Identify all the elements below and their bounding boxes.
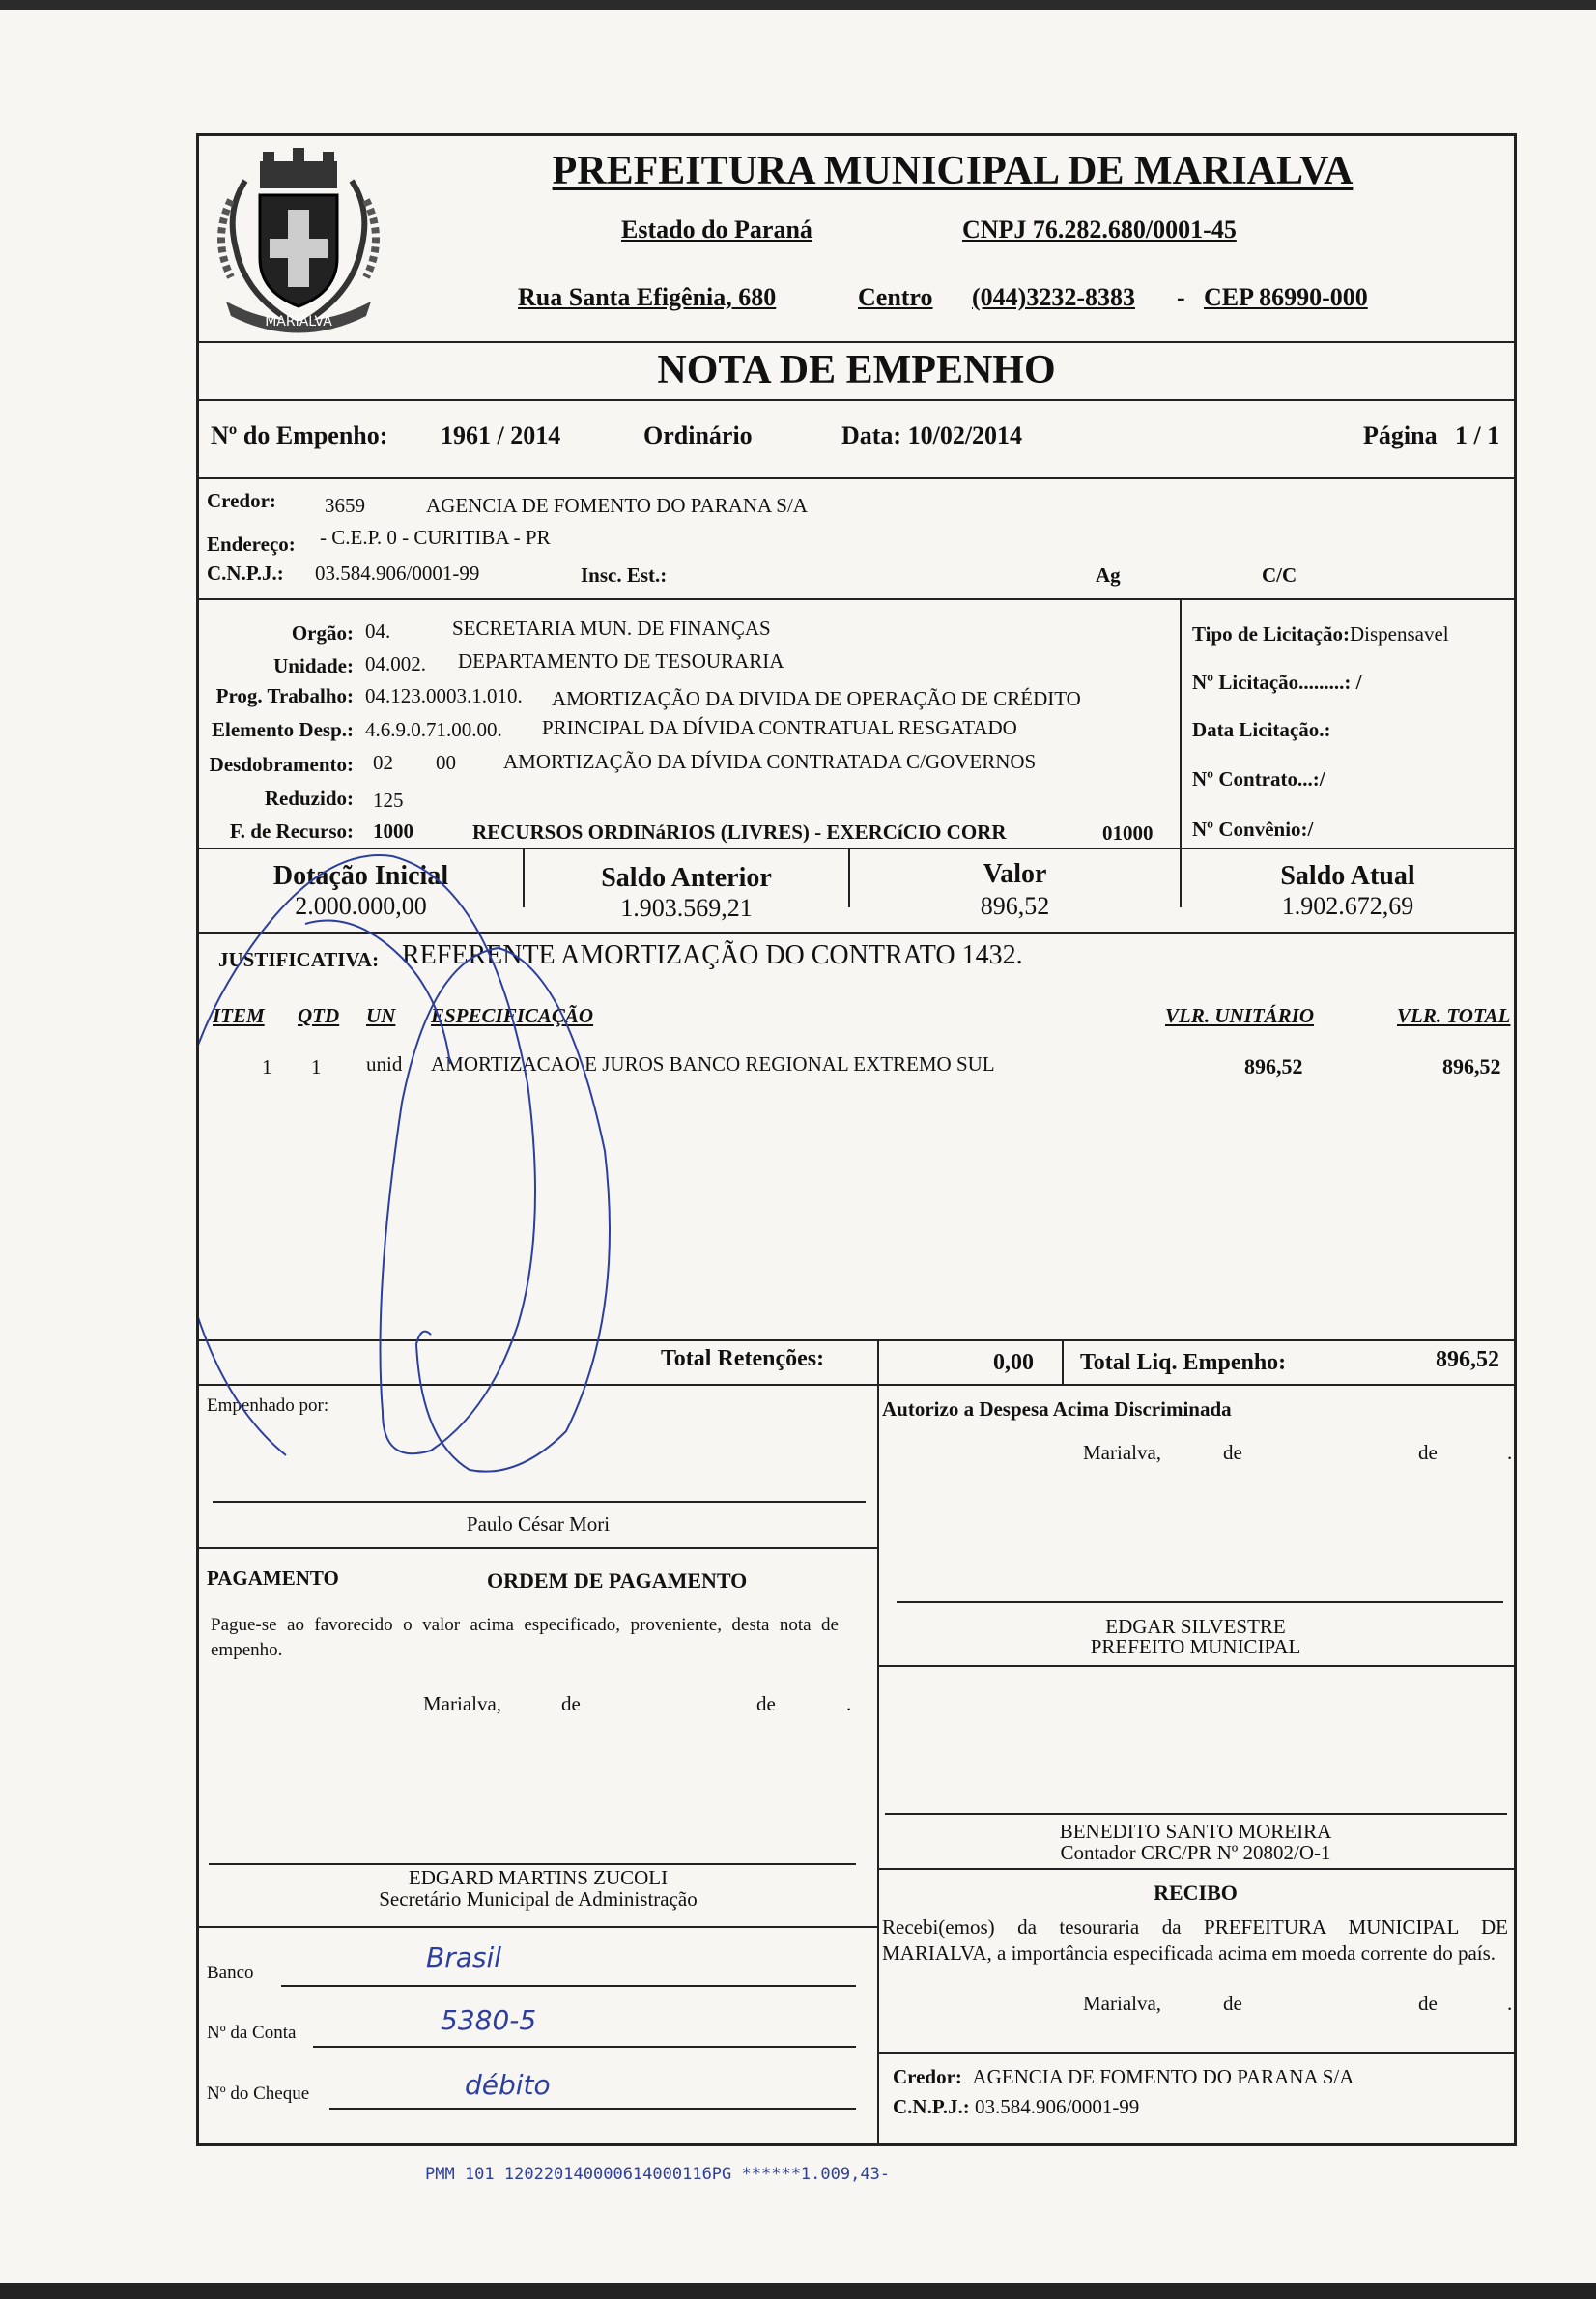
secretario-name: EDGARD MARTINS ZUCOLI [408,1866,669,1889]
empenho-type: Ordinário [643,421,753,449]
desdobramento-label: Desdobramento: [209,753,354,776]
total-liquido-label: Total Liq. Empenho: [1080,1350,1287,1375]
unidade-code: 04.002. [365,652,426,675]
banco-label: Banco [207,1963,254,1983]
nota-de-empenho-form [196,133,1517,2146]
tipo-licitacao: Tipo de Licitação:Dispensavel [1192,622,1449,646]
page-number: 1 / 1 [1455,421,1500,449]
saldo-atual-value: 1.902.672,69 [1281,892,1414,920]
item-number: 1 [262,1055,272,1078]
col-vlr-unitario: VLR. UNITÁRIO [1165,1004,1315,1027]
secretario-role: Secretário Municipal de Administração [379,1887,698,1911]
bank-stamp: PMM 101 120220140000614000116PG ******1.009,43- [425,2165,891,2184]
justificativa-text: REFERENTE AMORTIZAÇÃO DO CONTRATO 1432. [402,940,1023,970]
empenhado-name: Paulo César Mori [466,1512,611,1536]
saldo-atual-label: Saldo Atual [1280,861,1415,891]
orgao-label: Orgão: [291,621,354,645]
pagamento-text: Pague-se ao favorecido o valor acima especificado, proveniente, desta nota de empenho. [211,1615,839,1660]
recibo-title: RECIBO [1154,1881,1238,1905]
fonte-label: F. de Recurso: [229,819,354,843]
fonte-code: 1000 [373,819,413,843]
justificativa-label: JUSTIFICATIVA: [218,948,380,971]
desdobramento-name: AMORTIZAÇÃO DA DÍVIDA CONTRATADA C/GOVERNOS [503,750,1037,773]
pagamento-de2: de [756,1692,776,1715]
item-un: unid [366,1052,403,1076]
autorizo-city: Marialva, [1083,1441,1162,1464]
ag-label: Ag [1096,563,1121,587]
valor-label: Valor [983,859,1047,889]
recibo-dot: . [1507,1992,1513,2015]
page-label: Página [1363,421,1438,449]
contador-name: BENEDITO SANTO MOREIRA [1059,1820,1332,1843]
header-title: PREFEITURA MUNICIPAL DE MARIALVA [552,149,1354,193]
item-spec: AMORTIZACAO E JUROS BANCO REGIONAL EXTREMO SUL [431,1052,995,1076]
header-cep: CEP 86990-000 [1204,283,1368,311]
svg-text:MARIALVA: MARIALVA [265,314,332,330]
orgao-code: 04. [365,619,391,643]
scan-top-edge [0,0,1596,10]
data-licitacao: Data Licitação.: [1192,718,1331,741]
dotacao-value: 2.000.000,00 [295,892,427,920]
prog-name: AMORTIZAÇÃO DA DIVIDA DE OPERAÇÃO DE CRÉDITO [552,687,1081,710]
header-state: Estado do Paraná [621,216,812,244]
banco-value: Brasil [426,1941,502,1973]
autorizo-title: Autorizo a Despesa Acima Discriminada [882,1397,1232,1421]
prog-label: Prog. Trabalho: [215,684,354,707]
elemento-code: 4.6.9.0.71.00.00. [365,718,502,741]
prog-code: 04.123.0003.1.010. [365,684,523,707]
reduzido-label: Reduzido: [264,787,354,810]
fonte-name: RECURSOS ORDINáRIOS (LIVRES) - EXERCíCIO CORR [472,820,1007,844]
prefeito-role: PREFEITO MUNICIPAL [1090,1635,1301,1658]
cc-label: C/C [1262,563,1297,587]
credor-label: Credor: [207,489,276,512]
endereco-value: - C.E.P. 0 - CURITIBA - PR [320,526,551,549]
pagamento-city: Marialva, [423,1692,502,1715]
unidade-name: DEPARTAMENTO DE TESOURARIA [458,649,784,673]
desdobramento-code2: 00 [436,751,456,774]
pagamento-label: PAGAMENTO [207,1566,339,1590]
fonte-num: 01000 [1102,821,1154,845]
unidade-label: Unidade: [273,654,354,677]
empenho-date: Data: 10/02/2014 [841,421,1023,449]
recibo-de1: de [1223,1992,1242,2015]
credor-cnpj: 03.584.906/0001-99 [315,561,480,585]
credor-footer-cnpj: C.N.P.J.: 03.584.906/0001-99 [893,2095,1140,2118]
recibo-de2: de [1418,1992,1438,2015]
contador-role: Contador CRC/PR Nº 20802/O-1 [1060,1841,1331,1864]
numero-contrato: Nº Contrato...:/ [1192,767,1325,790]
conta-value: 5380-5 [441,2004,537,2036]
empenhado-label: Empenhado por: [207,1395,329,1416]
autorizo-dot: . [1507,1441,1513,1464]
header-cnpj: CNPJ 76.282.680/0001-45 [962,216,1237,244]
document-title: NOTA DE EMPENHO [657,348,1056,392]
col-un: UN [366,1004,396,1027]
empenho-number: 1961 / 2014 [441,421,561,449]
empenho-label: Nº do Empenho: [211,421,388,449]
autorizo-de1: de [1223,1441,1242,1464]
col-qtd: QTD [298,1004,340,1027]
credor-footer: Credor: AGENCIA DE FOMENTO DO PARANA S/A [893,2065,1354,2088]
pagamento-de1: de [561,1692,581,1715]
recibo-city: Marialva, [1083,1992,1162,2015]
header-district: Centro [858,283,933,311]
col-especificacao: ESPECIFICAÇÃO [431,1004,594,1027]
desdobramento-code1: 02 [373,751,393,774]
conta-label: Nº da Conta [207,2023,297,2043]
item-total-value: 896,52 [1442,1054,1501,1078]
dotacao-label: Dotação Inicial [272,861,449,891]
credor-name: AGENCIA DE FOMENTO DO PARANA S/A [426,494,808,517]
numero-convenio: Nº Convênio:/ [1192,818,1314,841]
col-item: ITEM [213,1004,265,1027]
orgao-name: SECRETARIA MUN. DE FINANÇAS [452,617,771,640]
total-retencoes-value: 0,00 [993,1350,1034,1375]
col-vlr-total: VLR. TOTAL [1397,1004,1511,1027]
total-liquido-value: 896,52 [1436,1347,1499,1372]
saldo-anterior-label: Saldo Anterior [601,863,772,893]
recibo-text: Recebi(emos) da tesouraria da PREFEITURA MUNICIPAL DE MARIALVA, a importância especificada acima em moeda corrente do país. [882,1915,1508,1965]
prefeito-name: EDGAR SILVESTRE [1105,1615,1286,1638]
cheque-label: Nº do Cheque [207,2083,310,2104]
credor-code: 3659 [325,494,365,517]
pagamento-dot: . [846,1692,852,1715]
elemento-name: PRINCIPAL DA DÍVIDA CONTRATUAL RESGATADO [542,716,1017,739]
municipal-crest-icon [207,142,390,345]
endereco-label: Endereço: [207,532,296,556]
header-address: Rua Santa Efigênia, 680 [518,283,777,311]
elemento-label: Elemento Desp.: [212,718,354,741]
total-retencoes-label: Total Retenções: [661,1346,825,1371]
header-sep: - [1177,283,1185,311]
item-qtd: 1 [311,1055,322,1078]
ordem-pagamento-title: ORDEM DE PAGAMENTO [487,1568,748,1593]
insc-est-label: Insc. Est.: [581,563,668,587]
numero-licitacao: Nº Licitação.........: / [1192,671,1362,694]
valor-value: 896,52 [980,892,1050,920]
item-unit-value: 896,52 [1244,1054,1303,1078]
autorizo-de2: de [1418,1441,1438,1464]
credor-cnpj-label: C.N.P.J.: [207,561,284,585]
saldo-anterior-value: 1.903.569,21 [620,894,753,922]
reduzido-value: 125 [373,789,404,812]
scan-bottom-edge [0,2283,1596,2299]
header-phone: (044)3232-8383 [972,283,1135,311]
cheque-value: débito [465,2069,551,2101]
